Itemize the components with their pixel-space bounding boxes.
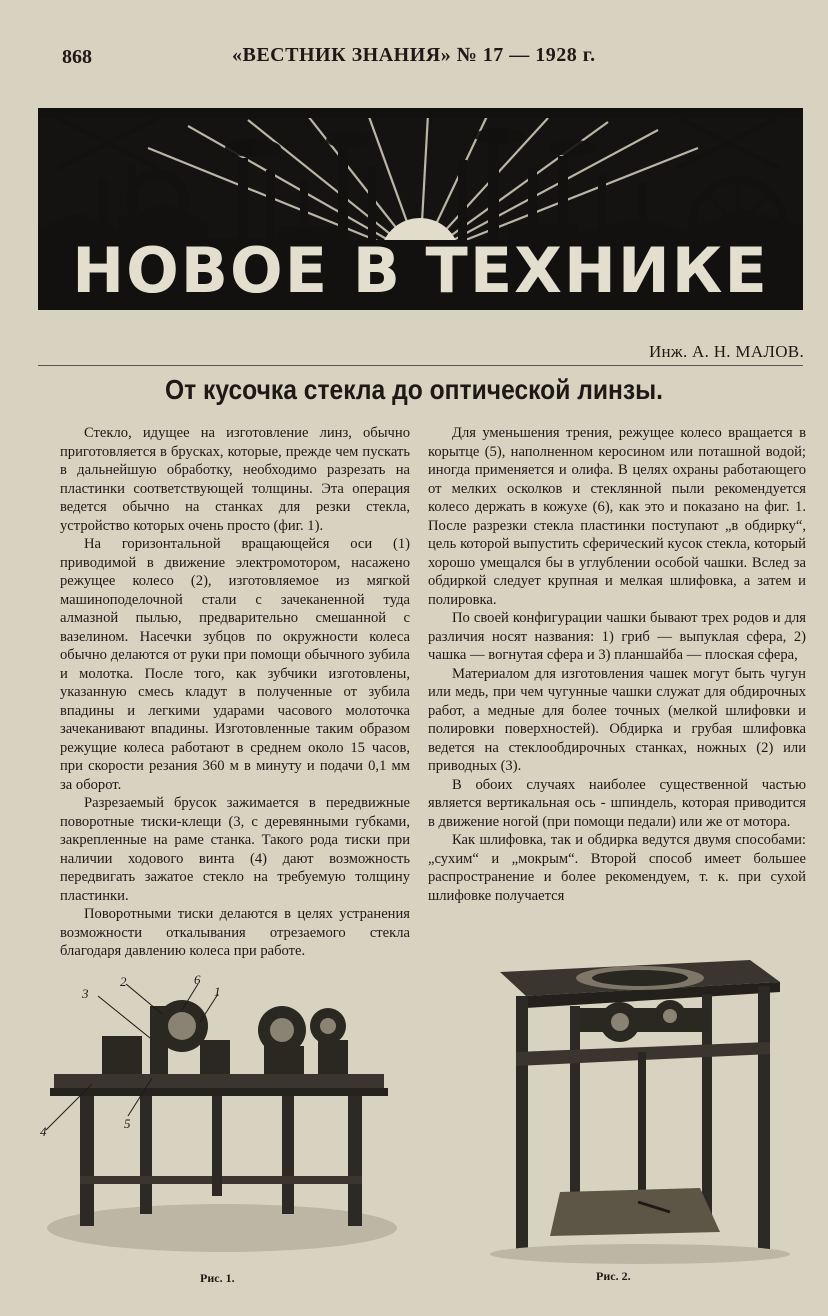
- figure-label: 4: [40, 1124, 47, 1139]
- figure-1-caption: Рис. 1.: [200, 1271, 235, 1285]
- figure-label: 2: [120, 974, 127, 989]
- paragraph: Поворотными тиски делаются в целях устранения возможности откалывания отрезаемого стекла благодаря давлению колеса при работе.: [60, 906, 410, 959]
- left-column: [60, 424, 410, 961]
- running-title: «ВЕСТНИК ЗНАНИЯ» № 17 — 1928 г.: [232, 44, 596, 66]
- page-number: 868: [62, 46, 92, 68]
- figure-label: 3: [82, 986, 89, 1001]
- paragraph: Как шлифовка, так и обдирка ведутся двумя способами: „сухим“ и „мокрым“. Второй способ имеет большее распространение и более рекомендуем, т. к. при сухой шлифовке получается: [428, 832, 806, 904]
- paragraph: По своей конфигурации чашки бывают трех родов и для различия носят названия: 1) гриб — выпуклая сфера, 2) чашка — вогнутая сфера и 3) планшайба — плоская сфера,: [428, 610, 806, 663]
- paragraph: Материалом для изготовления чашек могут быть чугун или медь, при чем чугунные чашки служат для обдирочных работ, а медные для более точных (мелкой шлифовки и полировки поверхностей). Обдирка и грубая шлифовка ведется на стеклообдирочных станках, ножных (2) или приводных (3).: [428, 665, 806, 774]
- paragraph: Разрезаемый брусок зажимается в передвижные поворотные тиски-клещи (3, с деревянными губками, закрепленные на раме станка. Такого рода тиски при наличии ходового винта (4) дают возможность передвигать зажатое стекло на требуемую толщину пластинки.: [60, 795, 410, 904]
- figure-2-caption: Рис. 2.: [596, 1269, 631, 1283]
- paragraph: Для уменьшения трения, режущее колесо вращается в корытце (5), наполненном керосином или поташной водой; иногда применяется и олифа. В целях охраны работающего от мелких осколков и стеклянной пыли рекомендуется колесо держать в кожухе (6), как это и показано на фиг. 1. После разрезки стекла пластинки поступают „в обдирку“, цель которой выпустить сферический кусок стекла, который хорошо умещался бы в углублении особой чашки. Вслед за обдиркой следует крупная и мелкая шлифовка, а затем и полировка.: [428, 425, 806, 608]
- right-column: [428, 424, 806, 905]
- article-author: Инж. А. Н. МАЛОВ.: [648, 342, 804, 361]
- paragraph: На горизонтальной вращающейся оси (1) приводимой в движение электромотором, насажено режущее колесо (2), изготовляемое из мягкой машиноподелочной стали с зачеканенной туда алмазной пылью, предварительно смешанной с вазелином. Насечки зубцов по окружности колеса обычно делаются от руки при помощи обычного зубила и молотка. После того, как зубчики изготовлены, указанную смесь кладут в полученные от зубила впадины и легкими ударами часового молоточка зачеканивают впадины. Изготовленные таким образом режущие колеса работают в среднем около 15 часов, при скорости резания 360 м в минуту и подачи 0,1 мм за оборот.: [60, 536, 410, 793]
- banner-title: НОВОЕ В ТЕХНИКЕ: [72, 234, 769, 307]
- figure-1-cutting-machine: [32, 966, 402, 1266]
- figure-label: 5: [124, 1116, 131, 1131]
- figure-label: 6: [194, 972, 201, 987]
- paragraph: В обоих случаях наиболее существенной частью является вертикальная ось - шпиндель, которая приводится в движение ногой (при помощи педали) или же от мотора.: [428, 776, 806, 830]
- author-rule: [38, 365, 803, 366]
- figure-2-grinding-machine: [470, 942, 790, 1268]
- paragraph: Стекло, идущее на изготовление линз, обычно приготовляется в брусках, которые, прежде чем пускать в дальнейшую обработку, необходимо разрезать на пластинки соответствующей толщины. Эта операция ведется обычно на станках для резки стекла, устройство которых очень просто (фиг. 1).: [60, 425, 410, 534]
- article-title: От кусочка стекла до оптической линзы.: [164, 374, 664, 405]
- section-banner: [38, 108, 803, 310]
- figure-label: 1: [214, 984, 221, 999]
